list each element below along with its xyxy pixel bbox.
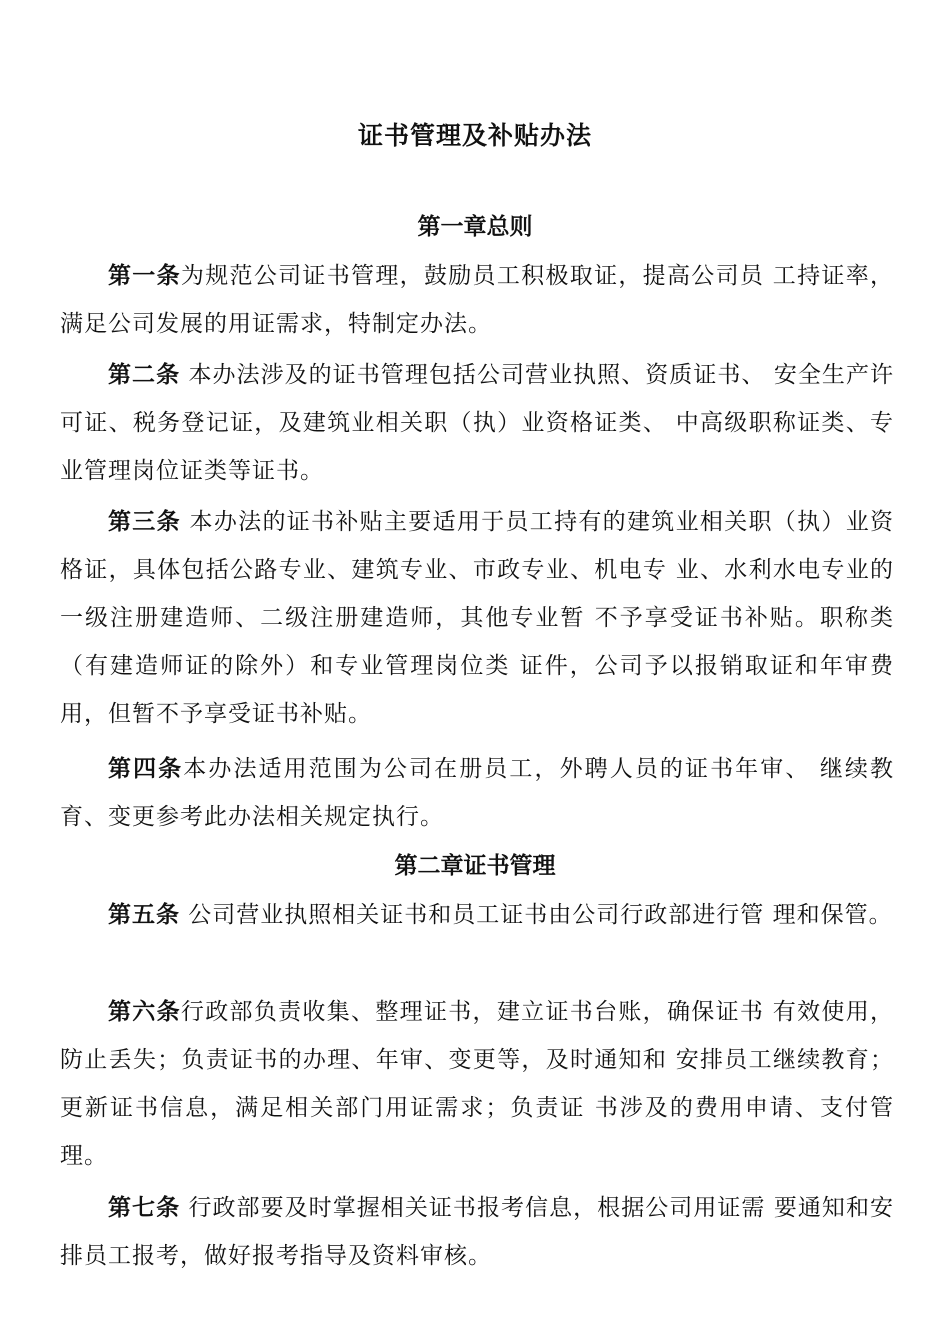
article-text: 本办法的证书补贴主要适用于员工持有的建筑业相关职（执）业资格证，具体包括公路专业、建筑专业、市政专业、机电专 业、水利水电专业的一级注册建造师、二级注册建造师，其他专业暂 不予享受证书补贴。职称类（有建造师证的除外）和专业管理岗位类 证件，公司予以报销取证和年审费用，但暂不予享受证书补贴。 (60, 509, 895, 727)
article-label: 第六条 (108, 999, 181, 1025)
article-label: 第七条 (108, 1195, 181, 1221)
chapter-heading-2: 第二章证书管理 (394, 853, 556, 879)
article-4 (60, 745, 894, 841)
article-1 (60, 252, 894, 348)
article-5 (60, 891, 894, 939)
article-text: 本办法涉及的证书管理包括公司营业执照、资质证书、 安全生产许可证、税务登记证，及建筑业相关职（执）业资格证类、 中高级职称证类、专业管理岗位证类等证书。 (60, 362, 894, 484)
chapter-heading-1: 第一章总则 (417, 214, 533, 240)
article-label: 第五条 (108, 902, 180, 928)
article-6 (60, 988, 894, 1180)
article-label: 第二条 (108, 362, 181, 388)
article-label: 第一条 (108, 263, 181, 289)
article-text: 公司营业执照相关证书和员工证书由公司行政部进行管 理和保管。 (180, 902, 893, 928)
article-3 (60, 498, 894, 738)
article-text: 行政部要及时掌握相关证书报考信息，根据公司用证需 要通知和安排员工报考，做好报考指导及资料审核。 (60, 1195, 894, 1269)
article-label: 第四条 (108, 756, 184, 782)
article-2 (60, 351, 894, 495)
article-7 (60, 1184, 894, 1280)
article-text: 为规范公司证书管理，鼓励员工积极取证，提高公司员 工持证率，满足公司发展的用证需求，特制定办法。 (60, 263, 895, 337)
article-text: 行政部负责收集、整理证书，建立证书台账，确保证书 有效使用，防止丢失；负责证书的办理、年审、变更等，及时通知和 安排员工继续教育；更新证书信息，满足相关部门用证需求；负责证 书涉及的费用申请、支付管理。 (60, 999, 895, 1169)
article-label: 第三条 (108, 509, 181, 535)
document-title: 证书管理及补贴办法 (357, 121, 592, 150)
article-text: 本办法适用范围为公司在册员工，外聘人员的证书年审、 继续教育、变更参考此办法相关规定执行。 (60, 756, 895, 830)
